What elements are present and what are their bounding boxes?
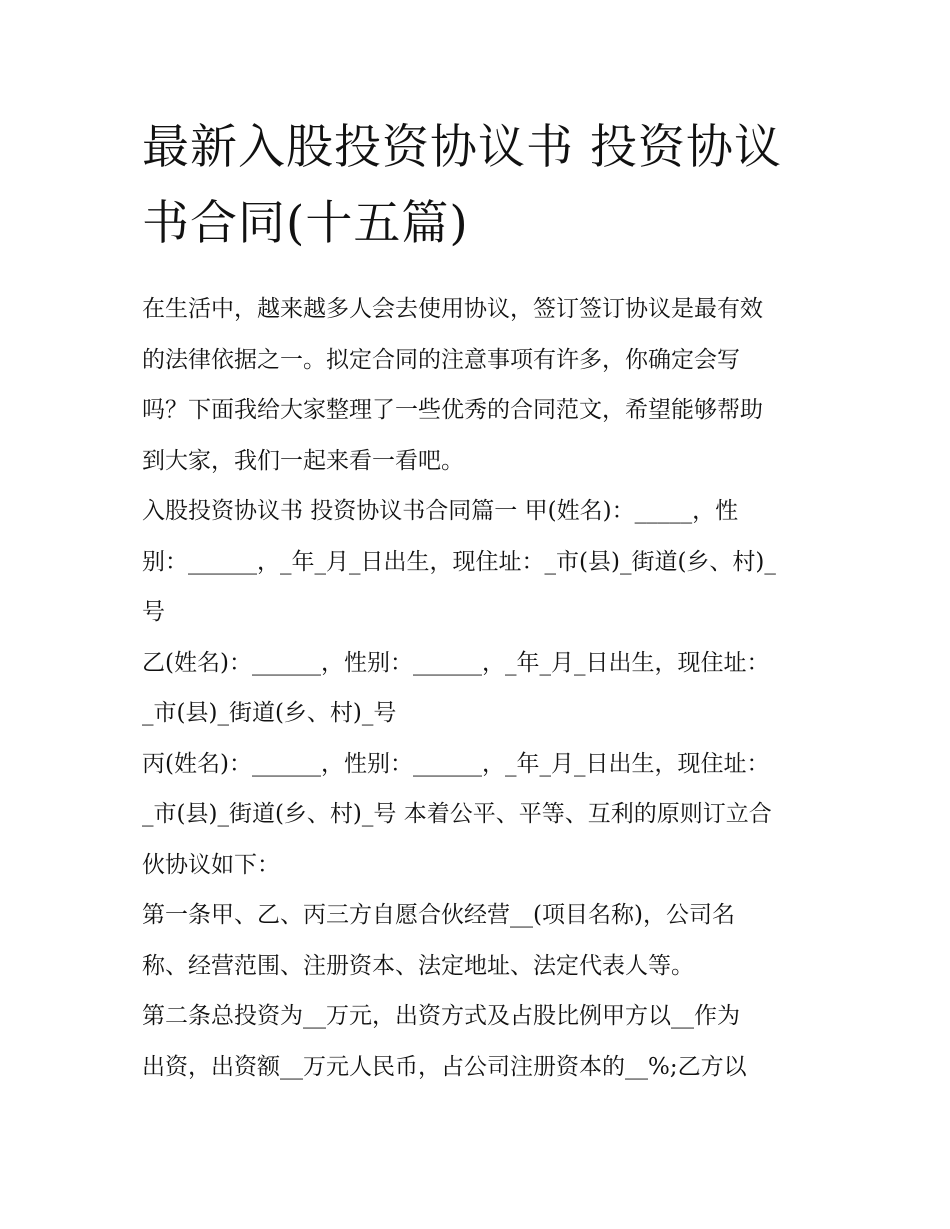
text-line: 到大家，我们一起来看一看吧。: [142, 447, 464, 474]
text-line: 第二条总投资为__万元，出资方式及占股比例甲方以__作为: [142, 1003, 740, 1029]
text-line: _市(县)_街道(乡、村)_号: [142, 700, 397, 726]
text-line: 入股投资协议书 投资协议书合同篇一 甲(姓名)：_____，性: [142, 498, 739, 524]
document-page: [142, 110, 814, 1092]
text-line: 的法律依据之一。拟定合同的注意事项有许多，你确定会写: [142, 346, 740, 373]
article-two-paragraph: [142, 991, 814, 1092]
party-a-paragraph: [142, 486, 814, 638]
document-title: [142, 110, 814, 262]
text-line: 吗？下面我给大家整理了一些优秀的合同范文，希望能够帮助: [142, 397, 763, 423]
text-line: _市(县)_街道(乡、村)_号 本着公平、平等、互利的原则订立合: [142, 801, 772, 827]
text-line: 出资，出资额__万元人民币，占公司注册资本的__%;乙方以: [142, 1053, 747, 1080]
text-line: 第一条甲、乙、丙三方自愿合伙经营__(项目名称)，公司名: [142, 902, 735, 928]
text-line: 丙(姓名)：______，性别：______，_年_月_日出生，现住址：: [142, 750, 770, 777]
intro-paragraph: [142, 284, 814, 486]
text-line: 称、经营范围、注册资本、法定地址、法定代表人等。: [142, 952, 694, 979]
text-line: 伙协议如下：: [142, 851, 280, 878]
text-line: 在生活中，越来越多人会去使用协议，签订签订协议是最有效: [142, 296, 763, 322]
text-line: 别：______，_年_月_日出生，现住址：_市(县)_街道(乡、村)_: [142, 548, 776, 575]
text-line: 乙(姓名)：______，性别：______，_年_月_日出生，现住址：: [142, 649, 770, 676]
article-one-paragraph: [142, 890, 814, 991]
document-body: [142, 284, 814, 1092]
title-line: 书合同(十五篇): [142, 196, 469, 251]
text-line: 号: [142, 599, 165, 625]
party-b-paragraph: [142, 638, 814, 739]
title-line: 最新入股投资协议书 投资协议: [142, 120, 782, 175]
party-c-paragraph: [142, 739, 814, 891]
